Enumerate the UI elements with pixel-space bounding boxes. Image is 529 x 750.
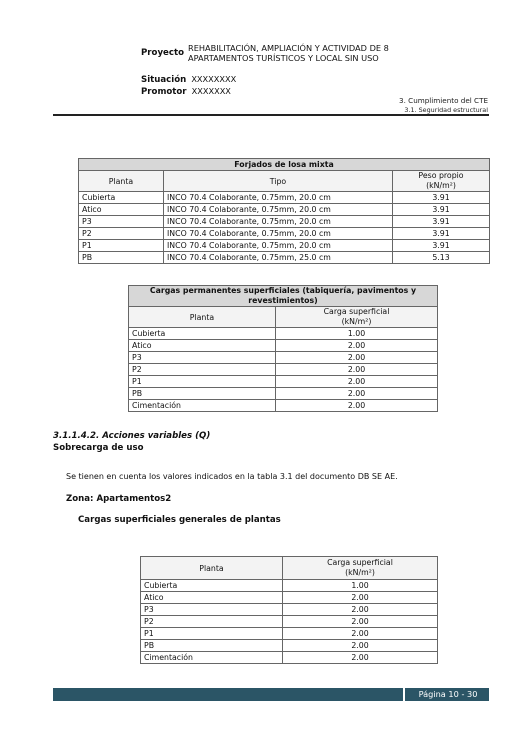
cell-tipo: INCO 70.4 Colaborante, 0.75mm, 20.0 cm xyxy=(164,228,393,240)
cell-planta: Atico xyxy=(129,340,276,352)
table-row xyxy=(129,376,438,388)
proyecto-value xyxy=(188,43,389,63)
table-row xyxy=(129,328,438,340)
forjados-title: Forjados de losa mixta xyxy=(79,159,490,171)
subsection-ref: 3.1. Seguridad estructural xyxy=(404,106,488,114)
cell-planta: Atico xyxy=(141,592,283,604)
table-row xyxy=(129,352,438,364)
situacion-value: XXXXXXXX xyxy=(191,74,237,84)
cell-planta: P2 xyxy=(141,616,283,628)
cell-planta: Cubierta xyxy=(141,580,283,592)
cell-planta: Cimentación xyxy=(141,652,283,664)
cell-carga: 2.00 xyxy=(283,652,438,664)
cell-carga: 2.00 xyxy=(276,352,438,364)
situacion-label: Situación xyxy=(141,75,187,85)
table-row xyxy=(79,252,490,264)
promotor-value: XXXXXXX xyxy=(191,86,231,96)
col-tipo: Tipo xyxy=(164,171,393,192)
cargas-permanentes-table xyxy=(128,285,438,412)
cell-planta: PB xyxy=(79,252,164,264)
col-carga-line-2: (kN/m²) xyxy=(341,317,372,326)
cell-tipo: INCO 70.4 Colaborante, 0.75mm, 25.0 cm xyxy=(164,252,393,264)
cell-tipo: INCO 70.4 Colaborante, 0.75mm, 20.0 cm xyxy=(164,192,393,204)
proyecto-line-2: APARTAMENTOS TURÍSTICOS Y LOCAL SIN USO xyxy=(188,53,379,63)
col-peso-line-1: Peso propio xyxy=(418,171,464,180)
cell-carga: 2.00 xyxy=(283,592,438,604)
cell-peso: 3.91 xyxy=(393,204,490,216)
page-number: Página 10 - 30 xyxy=(403,688,491,701)
section-ref: 3. Cumplimiento del CTE xyxy=(399,96,488,105)
table-row xyxy=(129,388,438,400)
table-row xyxy=(141,616,438,628)
cell-carga: 2.00 xyxy=(283,628,438,640)
col-carga-line-1: Carga superficial xyxy=(327,558,393,567)
table-row xyxy=(129,364,438,376)
cell-carga: 2.00 xyxy=(276,364,438,376)
col-carga-line-2: (kN/m²) xyxy=(345,568,375,577)
col-planta: Planta xyxy=(129,307,276,328)
cell-carga: 1.00 xyxy=(283,580,438,592)
col-peso-line-2: (kN/m²) xyxy=(426,181,456,190)
cell-carga: 2.00 xyxy=(283,604,438,616)
cell-peso: 5.13 xyxy=(393,252,490,264)
cell-planta: Cubierta xyxy=(129,328,276,340)
proyecto-line-1: REHABILITACIÓN, AMPLIACIÓN Y ACTIVIDAD DE 8 xyxy=(188,43,389,53)
table-row xyxy=(141,640,438,652)
table-row xyxy=(129,340,438,352)
cell-peso: 3.91 xyxy=(393,228,490,240)
cell-planta: Atico xyxy=(79,204,164,216)
cell-carga: 2.00 xyxy=(283,616,438,628)
proyecto-label: Proyecto xyxy=(141,48,184,58)
col-carga xyxy=(276,307,438,328)
section-heading: 3.1.1.4.2. Acciones variables (Q) xyxy=(53,431,211,441)
cell-peso: 3.91 xyxy=(393,240,490,252)
paragraph: Se tienen en cuenta los valores indicados en la tabla 3.1 del documento DB SE AE. xyxy=(66,472,398,481)
cell-peso: 3.91 xyxy=(393,216,490,228)
table-row xyxy=(79,204,490,216)
cell-planta: P1 xyxy=(129,376,276,388)
table-row xyxy=(79,228,490,240)
cell-planta: Cubierta xyxy=(79,192,164,204)
cell-planta: P1 xyxy=(79,240,164,252)
cell-planta: P2 xyxy=(79,228,164,240)
cell-carga: 2.00 xyxy=(276,340,438,352)
col-peso xyxy=(393,171,490,192)
table-row xyxy=(79,240,490,252)
table-row xyxy=(141,628,438,640)
cell-planta: P3 xyxy=(141,604,283,616)
cargas-permanentes-title-line-2: revestimientos) xyxy=(248,296,318,305)
cell-planta: P3 xyxy=(129,352,276,364)
col-planta: Planta xyxy=(79,171,164,192)
col-carga-line-1: Carga superficial xyxy=(323,307,390,316)
cell-tipo: INCO 70.4 Colaborante, 0.75mm, 20.0 cm xyxy=(164,204,393,216)
table-row xyxy=(141,580,438,592)
cell-peso: 3.91 xyxy=(393,192,490,204)
cargas-superficiales-table xyxy=(140,556,438,664)
cell-planta: P3 xyxy=(79,216,164,228)
table-row xyxy=(79,216,490,228)
table-row xyxy=(141,604,438,616)
cell-carga: 1.00 xyxy=(276,328,438,340)
cell-planta: P1 xyxy=(141,628,283,640)
col-planta: Planta xyxy=(141,557,283,580)
header-rule xyxy=(53,114,489,116)
cell-carga: 2.00 xyxy=(276,376,438,388)
promotor-label: Promotor xyxy=(141,87,187,97)
forjados-table xyxy=(78,158,490,264)
cell-tipo: INCO 70.4 Colaborante, 0.75mm, 20.0 cm xyxy=(164,216,393,228)
cell-planta: Cimentación xyxy=(129,400,276,412)
promotor-row xyxy=(141,79,231,98)
table-row xyxy=(129,400,438,412)
cell-carga: 2.00 xyxy=(276,388,438,400)
zona-heading: Zona: Apartamentos2 xyxy=(66,494,172,504)
cell-tipo: INCO 70.4 Colaborante, 0.75mm, 20.0 cm xyxy=(164,240,393,252)
table-row xyxy=(79,192,490,204)
col-carga xyxy=(283,557,438,580)
cargas-permanentes-title-line-1: Cargas permanentes superficiales (tabiquería, pavimentos y xyxy=(149,286,417,295)
table-row xyxy=(141,592,438,604)
cell-carga: 2.00 xyxy=(283,640,438,652)
table-row xyxy=(141,652,438,664)
cell-planta: P2 xyxy=(129,364,276,376)
cell-carga: 2.00 xyxy=(276,400,438,412)
cell-planta: PB xyxy=(129,388,276,400)
cargas-permanentes-title xyxy=(129,286,438,307)
cell-planta: PB xyxy=(141,640,283,652)
sub-heading: Sobrecarga de uso xyxy=(53,443,144,453)
cargas-heading: Cargas superficiales generales de plantas xyxy=(78,515,281,525)
